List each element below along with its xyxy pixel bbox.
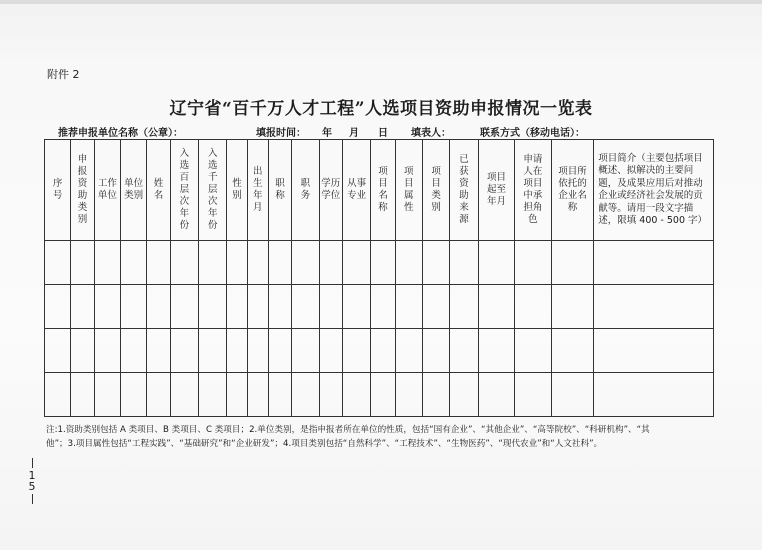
table-cell[interactable]	[422, 241, 449, 285]
unit-field-label: 推荐申报单位名称（公章）：	[58, 128, 183, 139]
table-cell[interactable]	[515, 329, 551, 373]
table-cell[interactable]	[395, 241, 422, 285]
table-cell[interactable]	[371, 373, 395, 417]
column-header: 项目所依托的企业名称	[551, 140, 594, 241]
column-header: 职称	[268, 140, 291, 241]
column-header: 单位类别	[121, 140, 147, 241]
table-cell[interactable]	[268, 241, 291, 285]
table-cell[interactable]	[342, 373, 370, 417]
column-header: 项目起至年月	[478, 140, 514, 241]
table-cell[interactable]	[551, 373, 594, 417]
table-cell[interactable]	[395, 285, 422, 329]
table-cell[interactable]	[94, 241, 120, 285]
table-cell[interactable]	[551, 329, 594, 373]
table-cell[interactable]	[515, 241, 551, 285]
table-row	[45, 329, 714, 373]
column-header: 项目属性	[395, 140, 422, 241]
column-header: 申请人在项目中承担角色	[515, 140, 551, 241]
column-header: 从事专业	[342, 140, 370, 241]
column-header: 姓名	[147, 140, 170, 241]
table-cell[interactable]	[450, 241, 478, 285]
table-cell[interactable]	[199, 329, 227, 373]
year-label: 年	[322, 128, 332, 139]
table-cell[interactable]	[551, 285, 594, 329]
page-number-dash	[32, 494, 33, 504]
table-cell[interactable]	[247, 373, 268, 417]
table-cell[interactable]	[478, 241, 514, 285]
column-header: 学历学位	[319, 140, 342, 241]
table-cell[interactable]	[319, 373, 342, 417]
column-header: 项目类别	[422, 140, 449, 241]
table-cell[interactable]	[227, 329, 247, 373]
table-cell[interactable]	[292, 285, 319, 329]
contact-label: 联系方式（移动电话）：	[480, 128, 585, 139]
table-cell[interactable]	[319, 241, 342, 285]
table-cell[interactable]	[147, 329, 170, 373]
table-cell[interactable]	[199, 285, 227, 329]
table-cell[interactable]	[515, 373, 551, 417]
page-number-dash	[32, 458, 33, 468]
table-cell[interactable]	[551, 241, 594, 285]
column-header: 项目名称	[371, 140, 395, 241]
table-cell[interactable]	[147, 373, 170, 417]
table-cell[interactable]	[450, 285, 478, 329]
table-cell[interactable]	[247, 241, 268, 285]
table-cell[interactable]	[478, 373, 514, 417]
table-row	[45, 285, 714, 329]
table-cell[interactable]	[199, 373, 227, 417]
column-header: 性别	[227, 140, 247, 241]
table-row	[45, 373, 714, 417]
table-cell[interactable]	[147, 285, 170, 329]
table-cell[interactable]	[594, 373, 714, 417]
footnote-line-2: 他”；3.项目属性包括“工程实践”、“基础研究”和“企业研发”；4.项目类别包括“自然科学”、“工程技术”、“生物医药”、“现代农业”和“人文社科”。	[46, 439, 603, 449]
table-cell[interactable]	[422, 285, 449, 329]
table-cell[interactable]	[121, 329, 147, 373]
month-label: 月	[349, 128, 359, 139]
table-cell[interactable]	[515, 285, 551, 329]
column-header: 已获资助来源	[450, 140, 478, 241]
table-cell[interactable]	[71, 285, 94, 329]
table-cell[interactable]	[422, 329, 449, 373]
footnote-line-1: 注:1.资助类别包括 A 类项目、B 类项目、C 类项目；2.单位类别，是指申报者所在单位的性质，包括“国有企业”、“其他企业”、“高等院校”、“科研机构”、“其	[46, 425, 650, 435]
table-cell[interactable]	[71, 329, 94, 373]
fill-date-label: 填报时间：	[256, 128, 306, 139]
application-table	[44, 139, 714, 417]
filler-label: 填表人：	[411, 128, 451, 139]
table-cell[interactable]	[199, 241, 227, 285]
table-cell[interactable]	[319, 285, 342, 329]
page-number: 15	[26, 458, 38, 506]
table-cell[interactable]	[371, 285, 395, 329]
table-cell[interactable]	[94, 329, 120, 373]
column-header: 工作单位	[94, 140, 120, 241]
table-cell[interactable]	[450, 329, 478, 373]
table-cell[interactable]	[121, 373, 147, 417]
table-cell[interactable]	[395, 329, 422, 373]
table-cell[interactable]	[247, 285, 268, 329]
column-header: 职务	[292, 140, 319, 241]
table-cell[interactable]	[71, 373, 94, 417]
table-cell[interactable]	[227, 285, 247, 329]
table-cell[interactable]	[268, 329, 291, 373]
table-cell[interactable]	[594, 285, 714, 329]
table-cell[interactable]	[292, 329, 319, 373]
table-cell[interactable]	[227, 373, 247, 417]
table-cell[interactable]	[227, 241, 247, 285]
page-title: 辽宁省“百千万人才工程”人选项目资助申报情况一览表	[169, 99, 593, 119]
column-header: 入选千层次年份	[199, 140, 227, 241]
column-header: 出生年月	[247, 140, 268, 241]
table-cell[interactable]	[342, 241, 370, 285]
table-header-row	[45, 140, 714, 241]
table-cell[interactable]	[268, 373, 291, 417]
table-cell[interactable]	[395, 373, 422, 417]
table-cell[interactable]	[121, 241, 147, 285]
column-header: 入选百层次年份	[170, 140, 198, 241]
table-cell[interactable]	[71, 241, 94, 285]
column-header: 申报资助类别	[71, 140, 94, 241]
table-row	[45, 241, 714, 285]
scan-top-strip	[0, 0, 762, 4]
table-cell[interactable]	[422, 373, 449, 417]
table-cell[interactable]	[45, 285, 71, 329]
table-cell[interactable]	[45, 373, 71, 417]
table-cell[interactable]	[478, 329, 514, 373]
table-cell[interactable]	[371, 329, 395, 373]
table-cell[interactable]	[268, 285, 291, 329]
table-cell[interactable]	[121, 285, 147, 329]
table-cell[interactable]	[94, 373, 120, 417]
table-cell[interactable]	[170, 329, 198, 373]
table-cell[interactable]	[594, 241, 714, 285]
table-cell[interactable]	[45, 241, 71, 285]
table-cell[interactable]	[170, 241, 198, 285]
table-cell[interactable]	[371, 241, 395, 285]
column-header: 项目简介（主要包括项目概述、拟解决的主要问题，及成果应用后对推动企业或经济社会发展的贡献等。请用一段文字描述，限填 400 - 500 字）	[594, 140, 714, 241]
table-cell[interactable]	[170, 373, 198, 417]
table-cell[interactable]	[342, 329, 370, 373]
table-cell[interactable]	[147, 241, 170, 285]
table-cell[interactable]	[94, 285, 120, 329]
table-cell[interactable]	[319, 329, 342, 373]
table-cell[interactable]	[594, 329, 714, 373]
table-cell[interactable]	[450, 373, 478, 417]
table-cell[interactable]	[247, 329, 268, 373]
table-cell[interactable]	[170, 285, 198, 329]
day-label: 日	[378, 128, 388, 139]
table-cell[interactable]	[478, 285, 514, 329]
table-cell[interactable]	[292, 241, 319, 285]
table-cell[interactable]	[292, 373, 319, 417]
table-cell[interactable]	[342, 285, 370, 329]
table-cell[interactable]	[45, 329, 71, 373]
attachment-label: 附件 2	[47, 68, 80, 81]
column-header: 序号	[45, 140, 71, 241]
